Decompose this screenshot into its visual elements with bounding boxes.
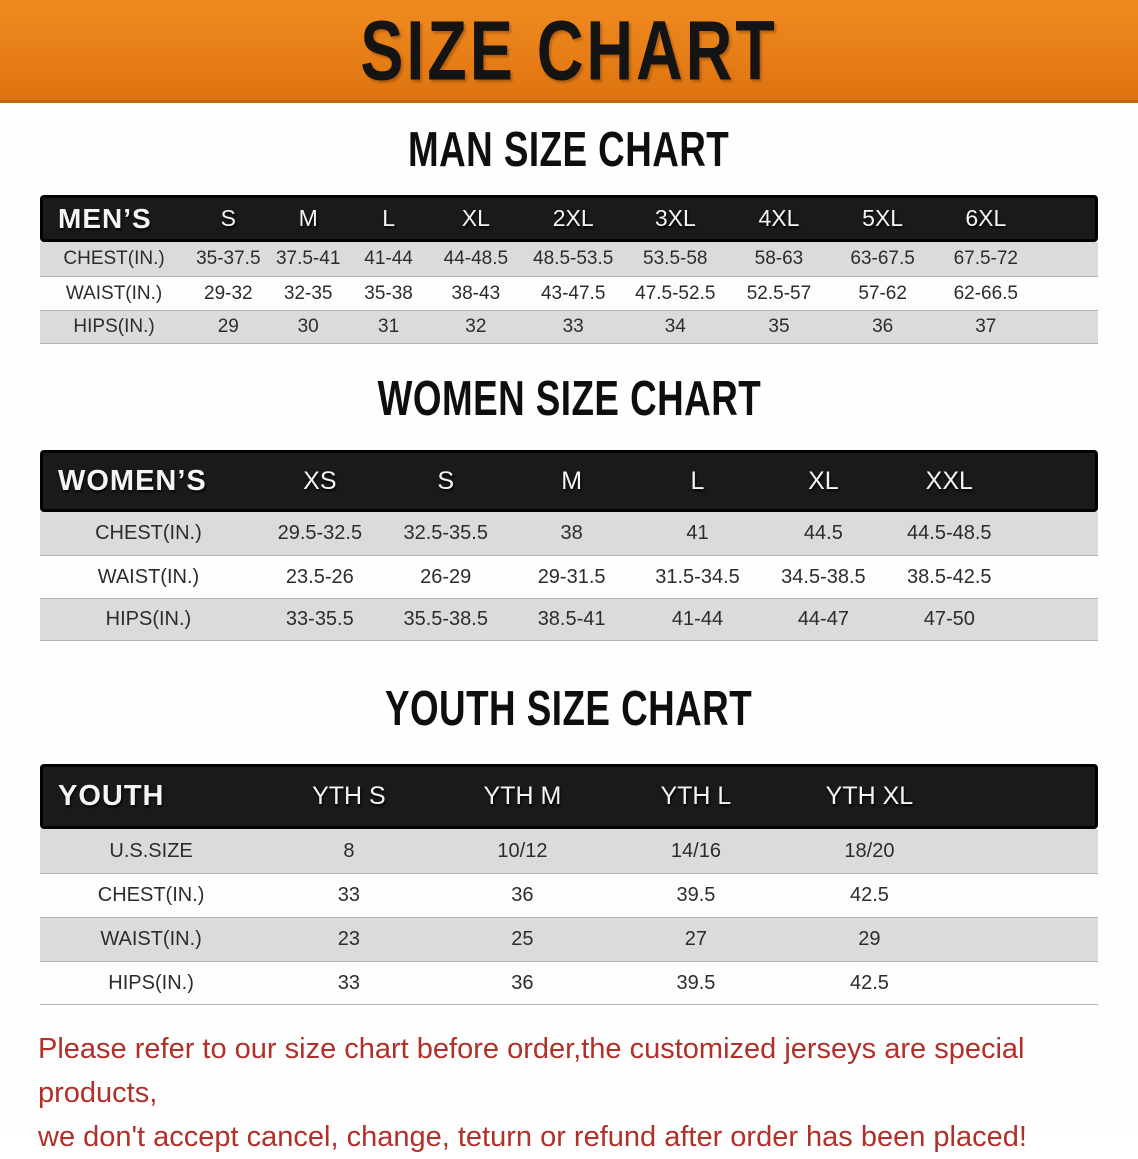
table-row-waist (40, 555, 1098, 598)
column-header-xl: XL (760, 450, 886, 512)
youth-section (0, 641, 1138, 1005)
table-row-us-size (40, 829, 1098, 873)
size-cell: 34.5-38.5 (760, 555, 886, 598)
size-cell: 26-29 (383, 555, 509, 598)
spacer-cell (1038, 310, 1098, 344)
table-row-chest (40, 242, 1098, 276)
youth-section-title-text: YOUTH SIZE CHART (385, 682, 753, 736)
size-cell: 41 (635, 512, 761, 555)
man-table-label: MEN’S (40, 195, 188, 242)
column-header-m: M (509, 450, 635, 512)
column-header-l: L (348, 195, 429, 242)
size-cell: 35-38 (348, 276, 429, 310)
row-label: CHEST(IN.) (40, 242, 188, 276)
size-cell: 41-44 (635, 598, 761, 641)
row-label: WAIST(IN.) (40, 276, 188, 310)
table-row-hips (40, 310, 1098, 344)
size-cell: 33 (262, 961, 436, 1005)
youth-table-label: YOUTH (40, 764, 262, 829)
size-cell: 43-47.5 (522, 276, 624, 310)
spacer-cell (1012, 512, 1098, 555)
size-cell: 67.5-72 (934, 242, 1038, 276)
column-header-4xl: 4XL (727, 195, 832, 242)
size-cell: 32.5-35.5 (383, 512, 509, 555)
women-section-title (0, 344, 1138, 450)
spacer-cell (1012, 598, 1098, 641)
size-cell: 32 (429, 310, 522, 344)
spacer-cell (1038, 276, 1098, 310)
size-cell: 33 (262, 873, 436, 917)
size-cell: 32-35 (269, 276, 348, 310)
size-cell: 38.5-41 (509, 598, 635, 641)
size-cell: 27 (609, 917, 783, 961)
size-cell: 42.5 (783, 961, 957, 1005)
size-cell: 39.5 (609, 873, 783, 917)
man-header-row (40, 195, 1098, 242)
spacer-cell (956, 961, 1098, 1005)
size-cell: 29 (188, 310, 268, 344)
size-cell: 62-66.5 (934, 276, 1038, 310)
size-cell: 52.5-57 (727, 276, 832, 310)
page-title: SIZE CHART (360, 2, 778, 98)
table-row-hips (40, 598, 1098, 641)
column-header-xxl: XXL (886, 450, 1012, 512)
youth-header-row (40, 764, 1098, 829)
size-cell: 38-43 (429, 276, 522, 310)
size-cell: 35-37.5 (188, 242, 268, 276)
size-cell: 35.5-38.5 (383, 598, 509, 641)
man-section-title-text: MAN SIZE CHART (408, 123, 730, 177)
column-header-5xl: 5XL (831, 195, 934, 242)
women-size-table (40, 450, 1098, 641)
size-cell: 10/12 (436, 829, 610, 873)
size-cell: 36 (436, 961, 610, 1005)
column-header-l: L (635, 450, 761, 512)
row-label: WAIST(IN.) (40, 555, 257, 598)
table-row-waist (40, 276, 1098, 310)
column-header-yth-l: YTH L (609, 764, 783, 829)
youth-section-title (0, 641, 1138, 764)
man-section (0, 103, 1138, 344)
row-label: CHEST(IN.) (40, 512, 257, 555)
column-header-s: S (383, 450, 509, 512)
size-cell: 47.5-52.5 (624, 276, 727, 310)
size-cell: 30 (269, 310, 348, 344)
size-cell: 42.5 (783, 873, 957, 917)
size-cell: 44-48.5 (429, 242, 522, 276)
spacer-cell (956, 873, 1098, 917)
size-cell: 37 (934, 310, 1038, 344)
size-cell: 44.5-48.5 (886, 512, 1012, 555)
column-header-m: M (269, 195, 348, 242)
size-cell: 53.5-58 (624, 242, 727, 276)
banner (0, 0, 1138, 103)
column-header-s: S (188, 195, 268, 242)
size-cell: 58-63 (727, 242, 832, 276)
spacer-cell (956, 764, 1098, 829)
size-cell: 47-50 (886, 598, 1012, 641)
women-section-title-text: WOMEN SIZE CHART (377, 372, 761, 426)
spacer-cell (1012, 555, 1098, 598)
column-header-yth-xl: YTH XL (783, 764, 957, 829)
size-cell: 29-31.5 (509, 555, 635, 598)
table-row-chest (40, 873, 1098, 917)
size-cell: 29-32 (188, 276, 268, 310)
column-header-6xl: 6XL (934, 195, 1038, 242)
size-cell: 34 (624, 310, 727, 344)
spacer-cell (956, 829, 1098, 873)
size-cell: 38.5-42.5 (886, 555, 1012, 598)
disclaimer-line-1: Please refer to our size chart before order,the customized jerseys are special products, (38, 1033, 1025, 1109)
size-cell: 63-67.5 (831, 242, 934, 276)
size-cell: 33 (522, 310, 624, 344)
row-label: CHEST(IN.) (40, 873, 262, 917)
column-header-2xl: 2XL (522, 195, 624, 242)
man-size-table (40, 195, 1098, 344)
row-label: HIPS(IN.) (40, 961, 262, 1005)
size-cell: 29 (783, 917, 957, 961)
size-cell: 48.5-53.5 (522, 242, 624, 276)
column-header-xl: XL (429, 195, 522, 242)
women-section (0, 344, 1138, 641)
row-label: WAIST(IN.) (40, 917, 262, 961)
size-cell: 33-35.5 (257, 598, 383, 641)
size-cell: 38 (509, 512, 635, 555)
column-header-3xl: 3XL (624, 195, 727, 242)
women-table-label: WOMEN’S (40, 450, 257, 512)
spacer-cell (956, 917, 1098, 961)
column-header-yth-m: YTH M (436, 764, 610, 829)
row-label: HIPS(IN.) (40, 598, 257, 641)
size-cell: 14/16 (609, 829, 783, 873)
column-header-yth-s: YTH S (262, 764, 436, 829)
size-cell: 39.5 (609, 961, 783, 1005)
size-cell: 41-44 (348, 242, 429, 276)
size-cell: 25 (436, 917, 610, 961)
size-cell: 44-47 (760, 598, 886, 641)
size-cell: 36 (436, 873, 610, 917)
spacer-cell (1038, 195, 1098, 242)
table-row-waist (40, 917, 1098, 961)
size-cell: 18/20 (783, 829, 957, 873)
row-label: U.S.SIZE (40, 829, 262, 873)
size-cell: 35 (727, 310, 832, 344)
women-header-row (40, 450, 1098, 512)
size-cell: 23 (262, 917, 436, 961)
size-cell: 36 (831, 310, 934, 344)
size-cell: 23.5-26 (257, 555, 383, 598)
column-header-xs: XS (257, 450, 383, 512)
row-label: HIPS(IN.) (40, 310, 188, 344)
man-section-title (0, 103, 1138, 195)
table-row-chest (40, 512, 1098, 555)
spacer-cell (1038, 242, 1098, 276)
spacer-cell (1012, 450, 1098, 512)
disclaimer (0, 1005, 1138, 1159)
size-cell: 29.5-32.5 (257, 512, 383, 555)
size-cell: 31.5-34.5 (635, 555, 761, 598)
size-cell: 8 (262, 829, 436, 873)
youth-size-table (40, 764, 1098, 1005)
size-cell: 44.5 (760, 512, 886, 555)
disclaimer-line-2: we don't accept cancel, change, teturn or refund after order has been placed! (38, 1121, 1027, 1153)
size-cell: 31 (348, 310, 429, 344)
table-row-hips (40, 961, 1098, 1005)
size-cell: 57-62 (831, 276, 934, 310)
size-cell: 37.5-41 (269, 242, 348, 276)
